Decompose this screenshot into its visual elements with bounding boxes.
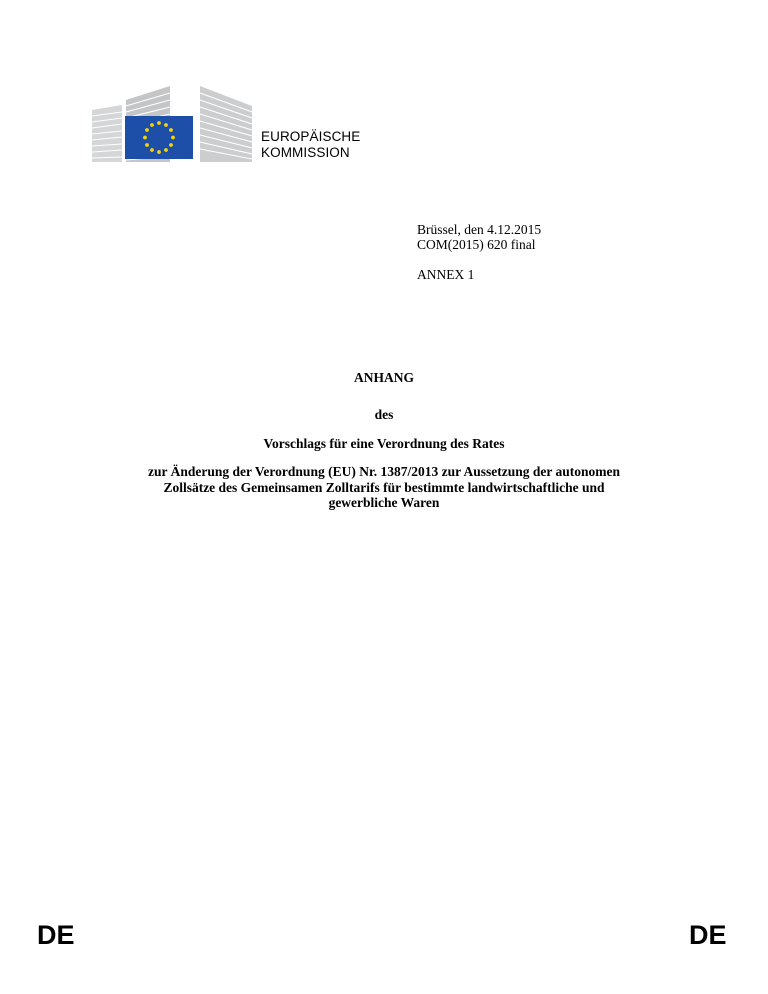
footer-language-code-right: DE [689,920,727,950]
institution-name-line1: EUROPÄISCHE [261,129,361,144]
proposal-subject [0,464,768,511]
institution-name-line2: KOMMISSION [261,145,350,160]
proposal-title: Vorschlags für eine Verordnung des Rates [263,436,505,451]
proposal-subject-line2: Zollsätze des Gemeinsamen Zolltarifs für bestimmte landwirtschaftliche und [163,479,605,495]
document-heading: ANHANG [354,370,414,385]
annex-label: ANNEX 1 [417,267,475,282]
institution-name [261,129,360,161]
proposal-subject-line3: gewerbliche Waren [328,495,440,510]
proposal-subject-line1: zur Änderung der Verordnung (EU) Nr. 1387/2013 zur Aussetzung der autonomen [148,464,620,479]
heading-connector: des [374,407,394,422]
eu-flag-icon [125,116,193,159]
footer-language-code-left: DE [37,920,75,950]
european-commission-logo [92,86,252,162]
document-number: COM(2015) 620 final [417,237,536,252]
place-date: Brüssel, den 4.12.2015 [417,222,542,237]
document-reference [417,222,541,252]
